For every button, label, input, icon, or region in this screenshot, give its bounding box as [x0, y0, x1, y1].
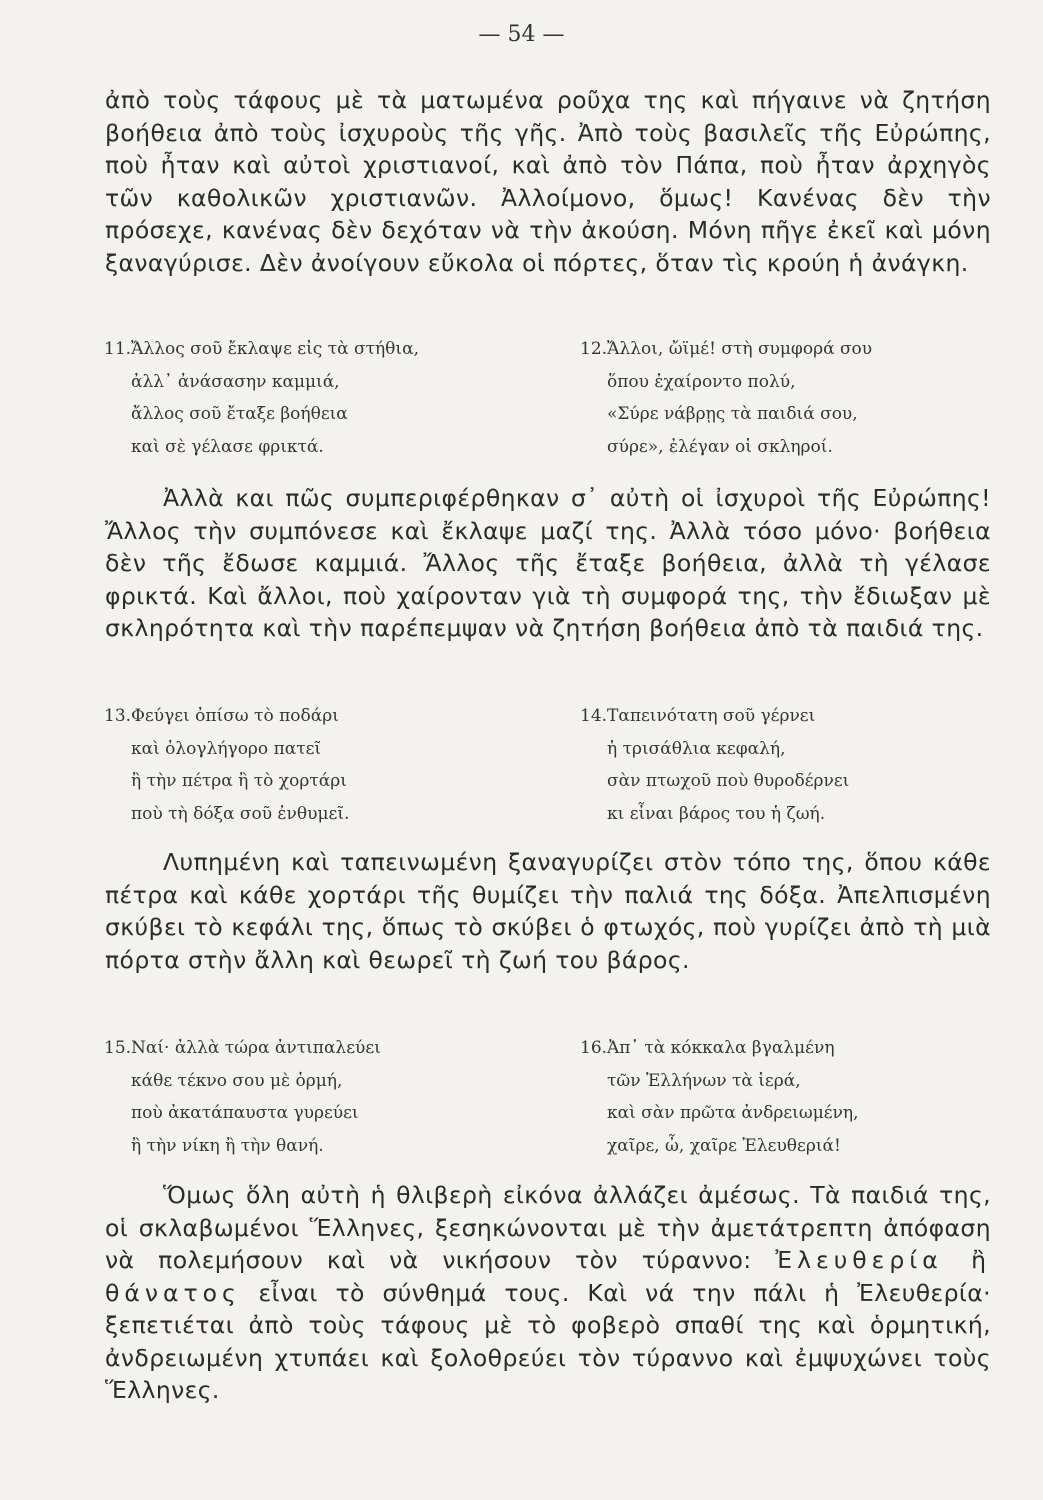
paragraph-3-text: Λυπημένη καὶ ταπεινωμένη ξαναγυρίζει στὸν τόπο της, ὅπου κάθε πέτρα καὶ κάθε χορτάρι τῆς θυμίζει τὴν παλιά της δόξα. Ἀπελπισμένη σκύβει τὸ κεφάλι της, ὅπως τὸ σκύβει ὁ φτωχός, ποὺ γυρίζει ἀπὸ τὴ μιὰ πόρτα στὴν ἄλλη καὶ θεωρεῖ τὴ ζωή του βάρος. — [105, 848, 991, 974]
paragraph-2-text: Ἀλλὰ και πῶς συμπεριφέρθηκαν σ᾽ αὐτὴ οἱ ἰσχυροὶ τῆς Εὐρώπης! Ἄλλος τὴν συμπόνεσε καὶ ἔκλαψε μαζί της. Ἀλλὰ τόσο μόνο· βοήθεια δὲν τῆς ἔδωσε καμμιά. Ἄλλος τῆς ἔταξε βοήθεια, ἀλλὰ τὴ γέλασε φρικτά. Καὶ ἄλλοι, ποὺ χαίρονταν γιὰ τὴ συμφορά της, τὴν ἔδιωξαν μὲ σκληρότητα καὶ τὴν παρέπεμψαν νὰ ζητήση βοήθεια ἀπὸ τὰ παιδιά της. — [105, 484, 991, 642]
stanza-12 — [580, 333, 872, 463]
stanza-line: ἄλλος σοῦ ἔταξε βοήθεια — [131, 404, 348, 424]
stanza-line: 12.Ἄλλοι, ὤϊμέ! στὴ συμφορά σου — [580, 333, 872, 366]
stanza-line: ὅπου ἐχαίροντο πολύ, — [607, 371, 796, 392]
stanza-15 — [104, 1032, 381, 1162]
stanza-line: ποὺ τὴ δόξα σοῦ ἐνθυμεῖ. — [131, 803, 350, 824]
stanza-number: 14. — [580, 706, 608, 726]
stanza-line: κάθε τέκνο σου μὲ ὁρμή, — [131, 1070, 343, 1091]
stanza-line: σύρε», ἐλέγαν οἱ σκληροί. — [607, 436, 833, 457]
stanza-number: 13. — [104, 706, 132, 726]
stanza-13 — [104, 700, 349, 830]
stanza-line: καὶ σὲ γέλασε φρικτά. — [131, 436, 324, 457]
stanza-11 — [104, 333, 419, 463]
paragraph-3 — [105, 846, 991, 976]
stanza-line: 13.Φεύγει ὀπίσω τὸ ποδάρι — [104, 700, 349, 733]
stanza-line: ἀλλ᾽ ἀνάσασην καμμιά, — [131, 371, 340, 392]
stanza-line: χαῖρε, ὦ, χαῖρε Ἐλευθεριά! — [607, 1135, 841, 1156]
paragraph-4 — [105, 1179, 991, 1407]
stanza-number: 11. — [104, 339, 132, 359]
stanza-line: «Σύρε νάβρῃς τὰ παιδιά σου, — [607, 404, 858, 424]
stanza-line: 15.Ναί· ἀλλὰ τώρα ἀντιπαλεύει — [104, 1032, 381, 1065]
paragraph-4-text: Ὅμως ὅλη αὐτὴ ἡ θλιβερὴ εἰκόνα ἀλλάζει ἀμέσως. Τὰ παιδιά της, οἱ σκλαβωμένοι Ἕλληνες, ξεσηκώνονται μὲ τὴν ἀμετάτρεπτη ἀπόφαση νὰ πολεμήσουν καὶ νὰ νικήσουν τὸν τύραννο: Ἐλευθερία ἢ θάνατος εἶναι τὸ σύνθημά τους. Καὶ νά την πάλι ἡ Ἐλευθερία· ξεπετιέται ἀπὸ τοὺς τάφους μὲ τὸ φοβερὸ σπαθί της καὶ ὁρμητική, ἀνδρειωμένη χτυπάει καὶ ξολοθρεύει τὸν τύραννο καὶ ἐμψυχώνει τοὺς Ἕλληνες. — [105, 1181, 992, 1404]
stanza-line: 14.Ταπεινότατη σοῦ γέρνει — [580, 700, 849, 733]
paragraph-2 — [105, 482, 991, 645]
motto: Ἐλευθερία ἢ θάνατος — [105, 1246, 991, 1307]
stanza-16 — [580, 1032, 858, 1162]
stanza-line: κι εἶναι βάρος του ἡ ζωή. — [607, 803, 826, 824]
stanza-line: καὶ ὀλογλήγορο πατεῖ — [131, 738, 322, 759]
stanza-number: 12. — [580, 339, 608, 359]
stanza-line: καὶ σὰν πρῶτα ἀνδρειωμένη, — [607, 1103, 859, 1123]
stanza-line: σὰν πτωχοῦ ποὺ θυροδέρνει — [607, 771, 850, 791]
stanza-line: ἢ τὴν νίκη ἢ τὴν θανή. — [131, 1135, 324, 1156]
stanza-line: 16.Ἀπ᾽ τὰ κόκκαλα βγαλμένη — [580, 1032, 858, 1065]
paragraph-1 — [105, 84, 991, 279]
paragraph-1-text: ἀπὸ τοὺς τάφους μὲ τὰ ματωμένα ροῦχα της καὶ πήγαινε νὰ ζητήση βοήθεια ἀπὸ τοὺς ἰσχυροὺς τῆς γῆς. Ἀπὸ τοὺς βασιλεῖς τῆς Εὐρώπης, ποὺ ἦταν καὶ αὐτοὶ χριστιανοί, καὶ ἀπὸ τὸν Πάπα, ποὺ ἦταν ἀρχηγὸς τῶν καθολικῶν χριστιανῶν. Ἀλλοίμονο, ὅμως! Κανένας δὲν τὴν πρόσεχε, κανένας δὲν δεχόταν νὰ τὴν ἀκούση. Μόνη πῆγε ἐκεῖ καὶ μόνη ξαναγύρισε. Δὲν ἀνοίγουν εὔκολα οἱ πόρτες, ὅταν τὶς κρούη ἡ ἀνάγκη. — [105, 86, 991, 277]
stanza-number: 15. — [104, 1038, 132, 1058]
stanza-line: 11.Ἄλλος σοῦ ἔκλαψε εἰς τὰ στήθια, — [104, 333, 419, 366]
stanza-14 — [580, 700, 849, 830]
stanza-line: ποὺ ἀκατάπαυστα γυρεύει — [131, 1103, 359, 1123]
page-number: — 54 — — [478, 22, 565, 47]
stanza-line: τῶν Ἑλλήνων τὰ ἱερά, — [607, 1070, 801, 1091]
stanza-line: ἡ τρισάθλια κεφαλή, — [607, 738, 786, 759]
stanza-number: 16. — [580, 1038, 608, 1058]
stanza-line: ἢ τὴν πέτρα ἢ τὸ χορτάρι — [131, 771, 347, 791]
